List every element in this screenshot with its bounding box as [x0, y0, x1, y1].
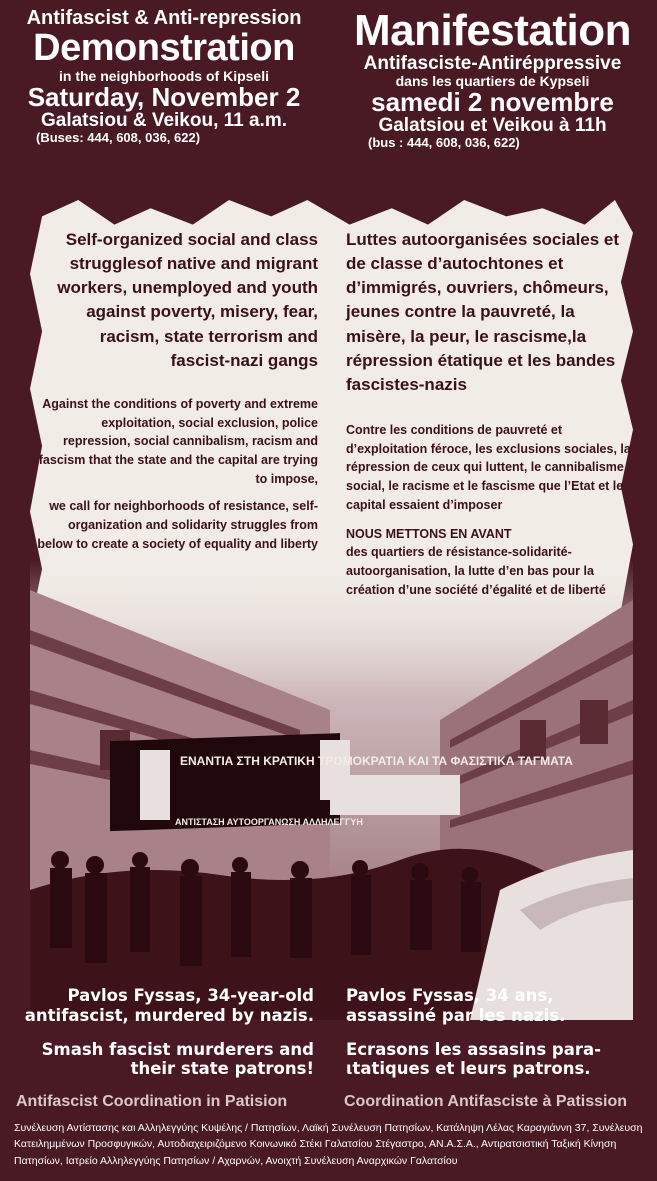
smash-fr: Ecrasons les assasins para-ιtatiques et leurs patrons.: [346, 1039, 601, 1079]
headline-fr-sub: dans les quartiers de Kypseli: [395, 73, 590, 90]
place-en: Galatsiou & Veikou, 11 a.m.: [40, 109, 288, 131]
column-english: [36, 228, 318, 555]
protest-street-photo: [0, 560, 657, 1020]
paragraph-fr: Contre les conditions de pauvreté et d’exploitation féroce, les exclusions sociales, la répression de ceux qui luttent, le cannibalisme social, le racisme et le fascisme que l’Etat et le capital essaient d’imposer: [346, 422, 631, 512]
coordination-en: Antifascist Coordination in Patision: [16, 1093, 288, 1110]
headline-en-title: Demonstration: [33, 27, 295, 69]
fyssas-en: Pavlos Fyssas, 34-year-old antifascist, murdered by nazis.: [24, 986, 314, 1025]
buses-en: (Buses: 444, 608, 036, 622): [36, 129, 201, 145]
headline-en-kicker: Antifascist & Anti-repression: [26, 7, 302, 29]
date-en: Saturday, November 2: [27, 81, 301, 112]
headline-fr-kicker: Antifasciste-Antiréppressive: [363, 53, 622, 75]
paragraph-en: Against the conditions of poverty and extreme exploitation, social exclusion, police repression, social cannibalism, racism and fascism that the state and the capital are trying to impose,: [38, 396, 318, 486]
smash-en: Smash fascist murderers and their state patrons!: [41, 1039, 314, 1079]
header-english: [0, 8, 328, 144]
coordination-fr: Coordination Antifasciste à Patission: [344, 1093, 628, 1110]
headline-en-sub: in the neighborhoods of Kipseli: [59, 67, 269, 84]
lead-en: Self-organized social and class strugglesof native and migrant workers, unemployed and youth against poverty, misery, fear, racism, state terrorism and fascist-nazi gangs: [57, 230, 318, 370]
footer-english: [14, 986, 314, 1079]
signatory-groups: Συνέλευση Αντίστασης και Αλληλεγγύης Κυψέλης / Πατησίων, Λαϊκή Συνέλευση Πατησίων, Κατάληψη Λέλας Καραγιάννη 37, Συνέλευση Κατειλημμένων Προσφυγικών, Αυτοδιαχειριζόμενο Κοινωνικό Στέκι Γαλατσίου Στέγαστρο, ΑΝ.Α.Σ.Α., Αντιρατσιστική Ταξική Κίνηση Πατησίων, Ιατρείο Αλληλεγγύης Πατησίων / Αχαρνών, Ανοιχτή Συνέλευση Αναρχικών Γαλατσίου: [14, 1122, 643, 1167]
lead-fr: Luttes autoorganisées sociales et de classe d’autochtones et d’immigrés, ouvriers, chômeurs, jeunes contre la pauvreté, la misère, la peur, le rascisme,la répression étatique et les bandes fascistes-nazis: [346, 230, 620, 394]
headline-fr-title: Manifestation: [353, 6, 632, 55]
banner-text-2: ΑΝΤΙΣΤΑΣΗ ΑΥΤΟΟΡΓΑΝΩΣΗ ΑΛΛΗΛΕΓΓΥΗ: [175, 817, 363, 827]
fyssas-fr: Pavlos Fyssas, 34 ans, assassiné par les nazis.: [346, 986, 566, 1025]
call-en: we call for neighborhoods of resistance, self-organization and solidarity struggles from below to create a society of equality and liberty: [37, 498, 318, 552]
column-french: [346, 228, 636, 600]
footer-french: [346, 986, 646, 1079]
buses-fr: (bus : 444, 608, 036, 622): [368, 135, 520, 151]
date-fr: samedi 2 novembre: [371, 86, 614, 117]
header-french: [328, 8, 657, 150]
call-fr: des quartiers de résistance-solidarité-autoorganisation, la lutte d’en bas pour la création d’une société d’égalité et de liberté: [346, 545, 606, 597]
call-fr-caps: NOUS METTONS EN AVANT: [346, 526, 512, 541]
banner-text-1: ΕΝΑΝΤΙΑ ΣΤΗ ΚΡΑΤΙΚΗ ΤΡΟΜΟΚΡΑΤΙΑ ΚΑΙ ΤΑ ΦΑΣΙΣΤΙΚΑ ΤΑΓΜΑΤΑ: [180, 754, 573, 768]
place-fr: Galatsiou et Veikou à 11h: [378, 115, 607, 137]
